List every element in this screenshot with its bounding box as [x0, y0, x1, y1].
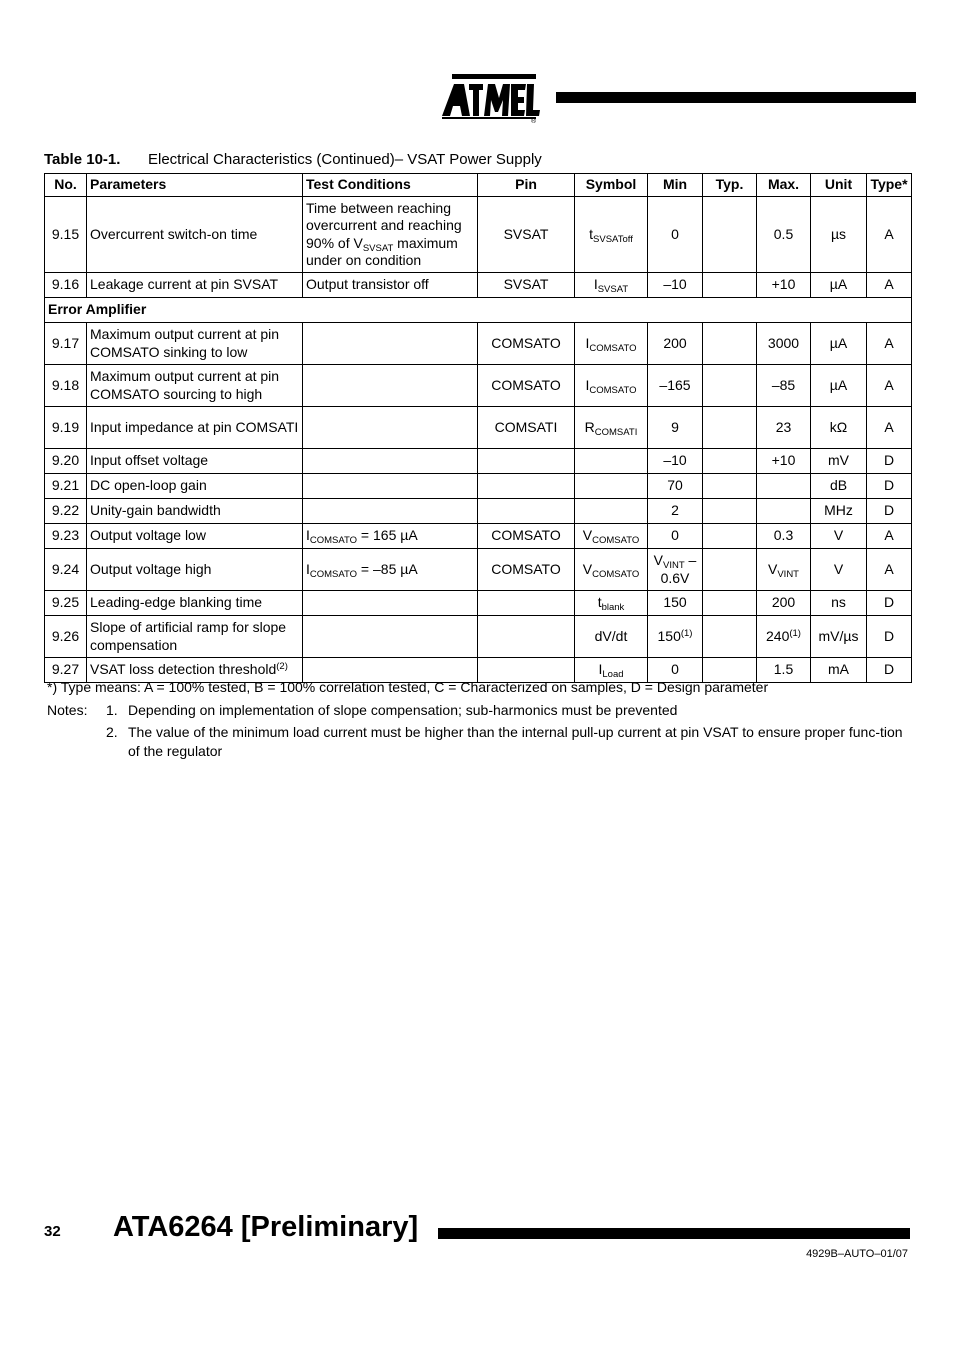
- col-header-parameters: Parameters: [87, 174, 303, 197]
- cell-pin: [478, 591, 575, 616]
- header-rule: [556, 92, 916, 103]
- condition-text: = 165 µA: [357, 527, 418, 544]
- cell-parameter: Input offset voltage: [87, 449, 303, 474]
- max-text: 240: [766, 627, 790, 644]
- cell-unit: µA: [811, 323, 867, 365]
- max-text: V: [768, 560, 778, 577]
- cell-unit: µs: [811, 197, 867, 273]
- cell-parameter: DC open-loop gain: [87, 474, 303, 499]
- cell-pin: COMSATO: [478, 549, 575, 591]
- cell-typ: [703, 273, 757, 298]
- symbol-subscript: COMSATO: [592, 535, 640, 547]
- cell-parameter: Output voltage low: [87, 524, 303, 549]
- col-header-type: Type*: [867, 174, 912, 197]
- col-header-max: Max.: [757, 174, 811, 197]
- note-2-number: 2.: [106, 724, 118, 740]
- table-row: [45, 407, 912, 449]
- cell-no: 9.21: [45, 474, 87, 499]
- cell-typ: [703, 365, 757, 407]
- cell-type: A: [867, 197, 912, 273]
- cell-type: D: [867, 658, 912, 683]
- cell-type: A: [867, 323, 912, 365]
- cell-no: 9.19: [45, 407, 87, 449]
- cell-max: 1.5: [757, 658, 811, 683]
- cell-min: –10: [648, 273, 703, 298]
- cell-typ: [703, 407, 757, 449]
- condition-text: I: [306, 527, 310, 544]
- cell-max: [757, 474, 811, 499]
- symbol-text: R: [584, 418, 595, 435]
- col-header-pin: Pin: [478, 174, 575, 197]
- cell-pin: COMSATI: [478, 407, 575, 449]
- cell-typ: [703, 197, 757, 273]
- symbol-subscript: SVSAT: [597, 284, 629, 296]
- notes-label: Notes:: [47, 702, 88, 718]
- cell-type: A: [867, 273, 912, 298]
- cell-min: 2: [648, 499, 703, 524]
- cell-typ: [703, 323, 757, 365]
- cell-parameter: Input impedance at pin COMSATI: [87, 407, 303, 449]
- cell-typ: [703, 499, 757, 524]
- type-legend-note: *) Type means: A = 100% tested, B = 100% correlation tested, C = Characterized on samples, D = Design parameter: [47, 679, 769, 695]
- table-row: [45, 197, 912, 273]
- cell-pin: COMSATO: [478, 323, 575, 365]
- max-subscript: VINT: [777, 568, 799, 580]
- cell-type: A: [867, 407, 912, 449]
- symbol-text: I: [598, 661, 603, 678]
- cell-unit: kΩ: [811, 407, 867, 449]
- table-row: [45, 449, 912, 474]
- cell-test-condition: [303, 197, 478, 273]
- condition-subscript: SVSAT: [362, 242, 394, 254]
- condition-text: I: [306, 560, 310, 577]
- parameter-text: VSAT loss detection threshold: [90, 661, 277, 678]
- cell-typ: [703, 524, 757, 549]
- cell-test-condition: [303, 524, 478, 549]
- cell-parameter: Output voltage high: [87, 549, 303, 591]
- cell-pin: SVSAT: [478, 197, 575, 273]
- cell-unit: mA: [811, 658, 867, 683]
- cell-symbol: [575, 365, 648, 407]
- note-1-number: 1.: [106, 702, 118, 718]
- cell-symbol: dV/dt: [575, 616, 648, 658]
- cell-parameter: Leading-edge blanking time: [87, 591, 303, 616]
- cell-symbol: [575, 323, 648, 365]
- note-ref: (2): [276, 661, 288, 673]
- cell-pin: [478, 616, 575, 658]
- cell-unit: µA: [811, 273, 867, 298]
- cell-unit: mV/µs: [811, 616, 867, 658]
- atmel-logo: [438, 72, 542, 124]
- cell-symbol: [575, 524, 648, 549]
- cell-test-condition: [303, 549, 478, 591]
- symbol-subscript: COMSATI: [594, 426, 638, 438]
- note-ref: (1): [789, 627, 801, 639]
- cell-no: 9.20: [45, 449, 87, 474]
- cell-type: D: [867, 591, 912, 616]
- cell-max: 23: [757, 407, 811, 449]
- cell-min: 150: [648, 591, 703, 616]
- table-row: [45, 323, 912, 365]
- cell-min: –165: [648, 365, 703, 407]
- cell-no: 9.23: [45, 524, 87, 549]
- min-subscript: VINT: [663, 560, 685, 571]
- symbol-subscript: blank: [601, 602, 625, 614]
- table-row: [45, 474, 912, 499]
- cell-max: +10: [757, 273, 811, 298]
- cell-type: A: [867, 549, 912, 591]
- cell-pin: [478, 449, 575, 474]
- cell-symbol: [575, 499, 648, 524]
- cell-symbol: [575, 449, 648, 474]
- electrical-characteristics-table: [44, 173, 912, 683]
- page-number: 32: [44, 1223, 61, 1240]
- cell-no: 9.27: [45, 658, 87, 683]
- cell-type: D: [867, 616, 912, 658]
- cell-min: [648, 549, 703, 591]
- cell-no: 9.15: [45, 197, 87, 273]
- cell-parameter: Leakage current at pin SVSAT: [87, 273, 303, 298]
- condition-text: Time between reaching overcurrent and reaching 90% of V: [306, 199, 462, 251]
- cell-type: D: [867, 499, 912, 524]
- cell-type: A: [867, 365, 912, 407]
- col-header-min: Min: [648, 174, 703, 197]
- col-header-symbol: Symbol: [575, 174, 648, 197]
- cell-type: A: [867, 524, 912, 549]
- cell-test-condition: Output transistor off: [303, 273, 478, 298]
- symbol-subscript: COMSATO: [589, 384, 637, 396]
- cell-no: 9.26: [45, 616, 87, 658]
- section-row: [45, 298, 912, 323]
- cell-max: –85: [757, 365, 811, 407]
- condition-subscript: COMSATO: [309, 568, 358, 580]
- cell-min: –10: [648, 449, 703, 474]
- cell-typ: [703, 591, 757, 616]
- cell-pin: COMSATO: [478, 365, 575, 407]
- symbol-text: t: [589, 225, 594, 242]
- cell-max: 200: [757, 591, 811, 616]
- symbol-subscript: COMSATO: [592, 568, 640, 580]
- cell-unit: V: [811, 524, 867, 549]
- col-header-test-conditions: Test Conditions: [303, 174, 478, 197]
- table-row: [45, 499, 912, 524]
- document-code: 4929B–AUTO–01/07: [806, 1248, 908, 1260]
- cell-test-condition: [303, 591, 478, 616]
- cell-unit: V: [811, 549, 867, 591]
- cell-max: +10: [757, 449, 811, 474]
- cell-no: 9.22: [45, 499, 87, 524]
- cell-min: 0: [648, 524, 703, 549]
- symbol-text: V: [582, 560, 593, 577]
- cell-max: 3000: [757, 323, 811, 365]
- table-row: [45, 273, 912, 298]
- table-row: [45, 524, 912, 549]
- cell-parameter: Maximum output current at pin COMSATO sourcing to high: [87, 365, 303, 407]
- cell-test-condition: [303, 407, 478, 449]
- cell-test-condition: [303, 365, 478, 407]
- cell-test-condition: [303, 474, 478, 499]
- table-row: [45, 365, 912, 407]
- cell-min: 70: [648, 474, 703, 499]
- note-1-text: Depending on implementation of slope compensation; sub-harmonics must be prevented: [128, 702, 678, 718]
- symbol-subscript: Load: [602, 669, 624, 681]
- symbol-text: I: [585, 334, 590, 351]
- cell-unit: µA: [811, 365, 867, 407]
- cell-no: 9.25: [45, 591, 87, 616]
- symbol-subscript: SVSAToff: [593, 233, 633, 245]
- condition-text: = –85 µA: [357, 560, 418, 577]
- cell-test-condition: [303, 323, 478, 365]
- symbol-text: V: [582, 527, 593, 544]
- cell-symbol: [575, 197, 648, 273]
- cell-typ: [703, 474, 757, 499]
- cell-symbol: [575, 407, 648, 449]
- cell-no: 9.24: [45, 549, 87, 591]
- cell-unit: MHz: [811, 499, 867, 524]
- cell-pin: [478, 474, 575, 499]
- cell-symbol: [575, 273, 648, 298]
- cell-type: D: [867, 449, 912, 474]
- cell-pin: COMSATO: [478, 524, 575, 549]
- table-row: [45, 549, 912, 591]
- cell-typ: [703, 449, 757, 474]
- cell-min: 0: [648, 197, 703, 273]
- table-label: Table 10-1.: [44, 151, 121, 168]
- symbol-text: I: [593, 276, 598, 293]
- cell-pin: SVSAT: [478, 273, 575, 298]
- cell-unit: dB: [811, 474, 867, 499]
- svg-text:®: ®: [531, 118, 537, 124]
- col-header-unit: Unit: [811, 174, 867, 197]
- condition-subscript: COMSATO: [309, 535, 358, 547]
- cell-max: [757, 499, 811, 524]
- col-header-typ: Typ.: [703, 174, 757, 197]
- document-title: ATA6264 [Preliminary]: [113, 1211, 419, 1243]
- cell-min: 200: [648, 323, 703, 365]
- note-ref: (1): [680, 627, 693, 639]
- cell-parameter: Unity-gain bandwidth: [87, 499, 303, 524]
- symbol-text: I: [585, 376, 590, 393]
- col-header-no: No.: [45, 174, 87, 197]
- cell-unit: ns: [811, 591, 867, 616]
- cell-symbol: [575, 591, 648, 616]
- min-text: – 0.6V: [660, 552, 697, 586]
- cell-type: D: [867, 474, 912, 499]
- cell-unit: mV: [811, 449, 867, 474]
- condition-text: maximum under on condition: [306, 234, 458, 268]
- footer-rule: [438, 1228, 910, 1239]
- min-text: V: [653, 552, 663, 568]
- cell-max: 0.3: [757, 524, 811, 549]
- cell-max: 0.5: [757, 197, 811, 273]
- cell-parameter: Maximum output current at pin COMSATO sinking to low: [87, 323, 303, 365]
- cell-test-condition: [303, 616, 478, 658]
- table-title: Electrical Characteristics (Continued)– VSAT Power Supply: [148, 151, 542, 168]
- cell-symbol: [575, 474, 648, 499]
- table-row: [45, 616, 912, 658]
- cell-min: [648, 616, 703, 658]
- cell-test-condition: [303, 449, 478, 474]
- cell-min: 9: [648, 407, 703, 449]
- cell-typ: [703, 616, 757, 658]
- table-row: [45, 591, 912, 616]
- table-header-row: [45, 174, 912, 197]
- symbol-text: t: [597, 594, 602, 611]
- cell-pin: [478, 499, 575, 524]
- cell-no: 9.18: [45, 365, 87, 407]
- cell-symbol: [575, 549, 648, 591]
- cell-parameter: Slope of artificial ramp for slope compensation: [87, 616, 303, 658]
- symbol-subscript: COMSATO: [589, 342, 637, 354]
- cell-max: [757, 616, 811, 658]
- cell-parameter: Overcurrent switch-on time: [87, 197, 303, 273]
- note-2-text: The value of the minimum load current must be higher than the internal pull-up current at pin VSAT to ensure proper func-tion of the regulator: [128, 724, 903, 759]
- table-caption: [44, 151, 542, 168]
- cell-max: [757, 549, 811, 591]
- cell-no: 9.16: [45, 273, 87, 298]
- min-text: 150: [657, 627, 681, 644]
- section-heading-error-amplifier: Error Amplifier: [45, 298, 912, 323]
- cell-no: 9.17: [45, 323, 87, 365]
- cell-min: 0: [648, 658, 703, 683]
- cell-typ: [703, 549, 757, 591]
- cell-test-condition: [303, 499, 478, 524]
